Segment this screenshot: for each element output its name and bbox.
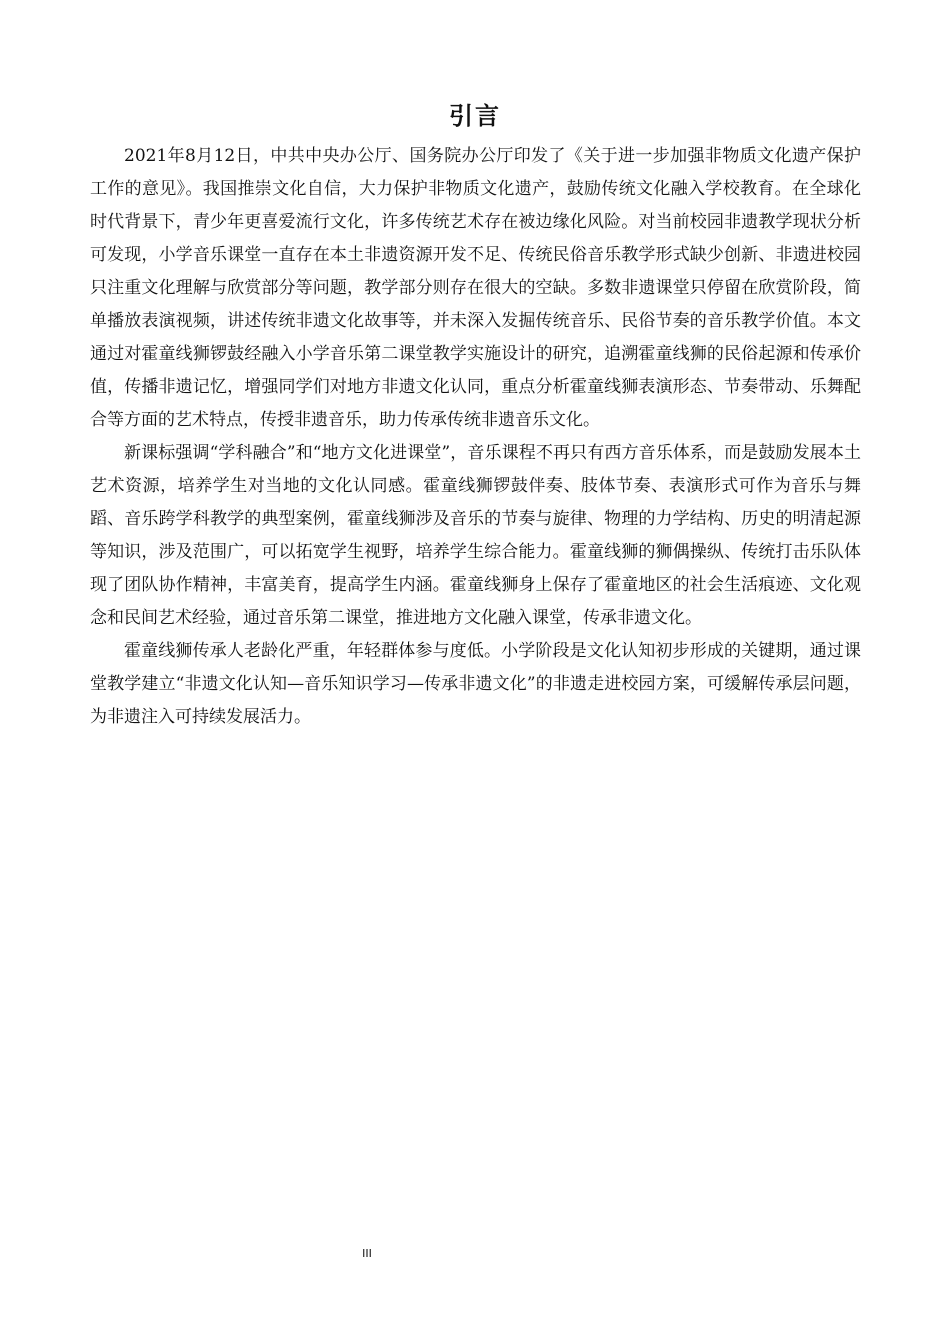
- body-text: [90, 140, 861, 734]
- paragraph-2: 新课标强调“学科融合”和“地方文化进课堂”，音乐课程不再只有西方音乐体系，而是鼓励发展本土艺术资源，培养学生对当地的文化认同感。霍童线狮锣鼓伴奏、肢体节奏、表演形式可作为音乐与舞蹈、音乐跨学科教学的典型案例，霍童线狮涉及音乐的节奏与旋律、物理的力学结构、历史的明清起源等知识，涉及范围广，可以拓宽学生视野，培养学生综合能力。霍童线狮的狮偶操纵、传统打击乐队体现了团队协作精神，丰富美育，提高学生内涵。霍童线狮身上保存了霍童地区的社会生活痕迹、文化观念和民间艺术经验，通过音乐第二课堂，推进地方文化融入课堂，传承非遗文化。: [90, 443, 861, 628]
- paragraph-3: 霍童线狮传承人老龄化严重，年轻群体参与度低。小学阶段是文化认知初步形成的关键期，通过课堂教学建立“非遗文化认知—音乐知识学习—传承非遗文化”的非遗走进校园方案，可缓解传承层问题，为非遗注入可持续发展活力。: [90, 641, 861, 727]
- page-title: 引言: [449, 102, 501, 130]
- paragraph-1: 2021年8月12日，中共中央办公厅、国务院办公厅印发了《关于进一步加强非物质文化遗产保护工作的意见》。我国推崇文化自信，大力保护非物质文化遗产，鼓励传统文化融入学校教育。在全球化时代背景下，青少年更喜爱流行文化，许多传统艺术存在被边缘化风险。对当前校园非遗教学现状分析可发现，小学音乐课堂一直存在本土非遗资源开发不足、传统民俗音乐教学形式缺少创新、非遗进校园只注重文化理解与欣赏部分等问题，教学部分则存在很大的空缺。多数非遗课堂只停留在欣赏阶段，简单播放表演视频，讲述传统非遗文化故事等，并未深入发掘传统音乐、民俗节奏的音乐教学价值。本文通过对霍童线狮锣鼓经融入小学音乐第二课堂教学实施设计的研究，追溯霍童线狮的民俗起源和传承价值，传播非遗记忆，增强同学们对地方非遗文化认同，重点分析霍童线狮表演形态、节奏带动、乐舞配合等方面的艺术特点，传授非遗音乐，助力传承传统非遗音乐文化。: [90, 146, 861, 430]
- page-number: III: [362, 1247, 372, 1260]
